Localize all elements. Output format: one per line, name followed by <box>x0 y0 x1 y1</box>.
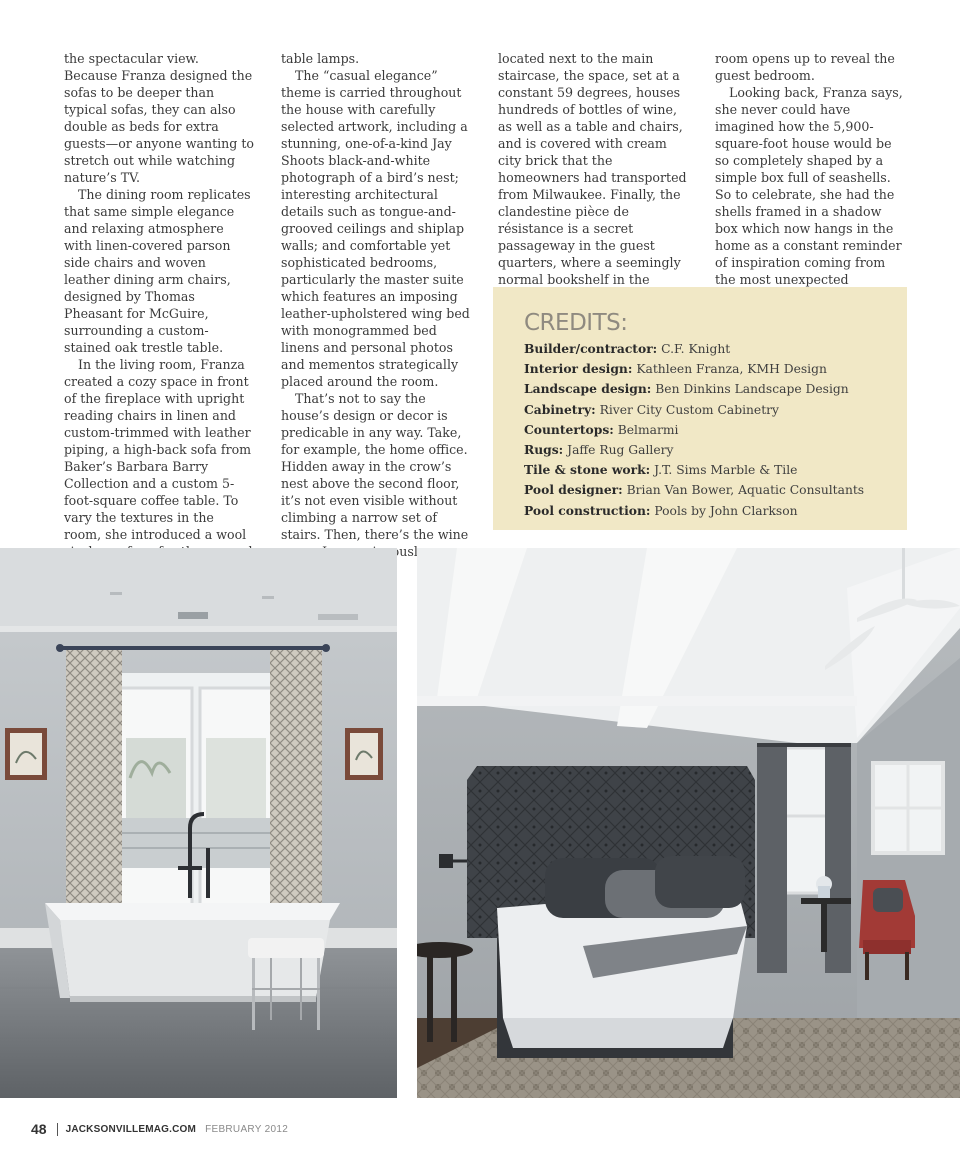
paragraph <box>715 84 905 305</box>
paragraph: The dining room replicates that same simple elegance and relaxing atmosphere with linen-covered parson side chairs and woven leather dining arm chairs, designed by Thomas Pheasant for McGuire, surrounding a custom-stained oak trestle table. <box>64 187 251 355</box>
credit-name: Jaffe Rug Gallery <box>567 443 674 458</box>
credit-role: Countertops: <box>524 421 614 437</box>
credit-role: Pool construction: <box>524 502 651 518</box>
credit-line <box>524 420 907 440</box>
page-number: 48 <box>31 1121 47 1137</box>
credit-name: Belmarmi <box>617 422 679 437</box>
credit-role: Rugs: <box>524 442 564 458</box>
paragraph: the spectacular view. Because Franza designed the sofas to be deeper than typical sofas, they can also double as beds for extra guests—or anyone wanting to stretch out while watching nature’s TV. <box>64 51 255 185</box>
credit-role: Builder/contractor: <box>524 341 658 356</box>
footer-site: JACKSONVILLEMAG.COM <box>65 1123 197 1135</box>
credit-role: Interior design: <box>524 361 633 377</box>
bedroom-photo <box>417 548 960 1098</box>
credit-name: Kathleen Franza, KMH Design <box>636 362 827 377</box>
credit-role: Pool designer: <box>524 482 623 498</box>
credit-line <box>524 339 907 359</box>
article-column-4 <box>715 50 905 305</box>
bedroom-illustration <box>417 548 960 1098</box>
credit-line <box>524 460 907 480</box>
credit-line <box>524 480 907 500</box>
credit-line <box>524 400 907 420</box>
credit-line <box>524 359 907 379</box>
paragraph-text: Looking back, Franza says, she never could have imagined how the 5,900-square-foot house would be so completely shaped by a simple box full of seashells. So to celebrate, she had the shells framed in a shadow box which now hangs in the home as a constant reminder of inspiration coming from the most unexpected <box>715 85 903 287</box>
page-footer <box>31 1120 288 1138</box>
bathroom-photo <box>0 548 397 1098</box>
credit-name: J.T. Sims Marble & Tile <box>654 463 798 478</box>
credit-name: Brian Van Bower, Aquatic Consultants <box>626 483 865 498</box>
credits-box <box>493 287 907 530</box>
article-column-3 <box>498 50 688 305</box>
credit-line <box>524 501 907 521</box>
credit-role: Landscape design: <box>524 381 652 397</box>
article-column-2 <box>281 50 471 560</box>
credit-role: Cabinetry: <box>524 401 596 417</box>
paragraph: room opens up to reveal the guest bedroom. <box>715 51 895 83</box>
credit-name: Pools by John Clarkson <box>654 503 798 518</box>
paragraph: In the living room, Franza created a cozy space in front of the fireplace with upright reading chairs in linen and custom-trimmed with leather piping, a high-back sofa from Baker’s Barbara Barry Collection and a custom 5-foot-square coffee table. To vary the textures in the room, she introduced a wool <box>64 357 252 542</box>
paragraph: The “casual elegance” theme is carried throughout the house with carefully selected artwork, including a stunning, one-of-a-kind Jay Shoots black-and-white photograph of a bird’s nest; interesting architectural details such as tongue-and-grooved ceilings and shiplap walls; and comfortable yet sophisticated bedrooms, particularly the master suite which features an imposing leather-upholstered wing bed with monogrammed bed linens and personal photos and mementos strategically placed around the room. <box>281 68 470 389</box>
credit-line <box>524 379 907 399</box>
article-column-1 <box>64 50 254 577</box>
footer-issue: FEBRUARY 2012 <box>205 1123 289 1135</box>
bathroom-illustration <box>0 548 397 1098</box>
credit-name: Ben Dinkins Landscape Design <box>655 382 849 397</box>
credit-role: Tile & stone work: <box>524 462 651 478</box>
paragraph: That’s not to say the house’s design or decor is predicable in any way. Take, for example, the home office. Hidden away in the crow’s nest above the second floor, it’s not even visible without climbing a narrow set of stairs. Then, there’s the wine <box>281 391 469 542</box>
credit-name: C.F. Knight <box>661 342 731 356</box>
credit-line <box>524 440 907 460</box>
paragraph: table lamps. <box>281 51 360 66</box>
paragraph: located next to the main staircase, the space, set at a constant 59 degrees, houses hundreds of bottles of wine, as well as a table and chairs, and is covered with cream city brick that the homeowners had transported from Milwaukee. Finally, the clandestine pièce de résistance is a secret passageway in the guest quarters, where a seemingly normal bookshelf in the <box>498 51 687 287</box>
credit-name: River City Custom Cabinetry <box>599 402 779 417</box>
credits-title: CREDITS: <box>524 310 628 336</box>
footer-divider <box>57 1123 58 1136</box>
